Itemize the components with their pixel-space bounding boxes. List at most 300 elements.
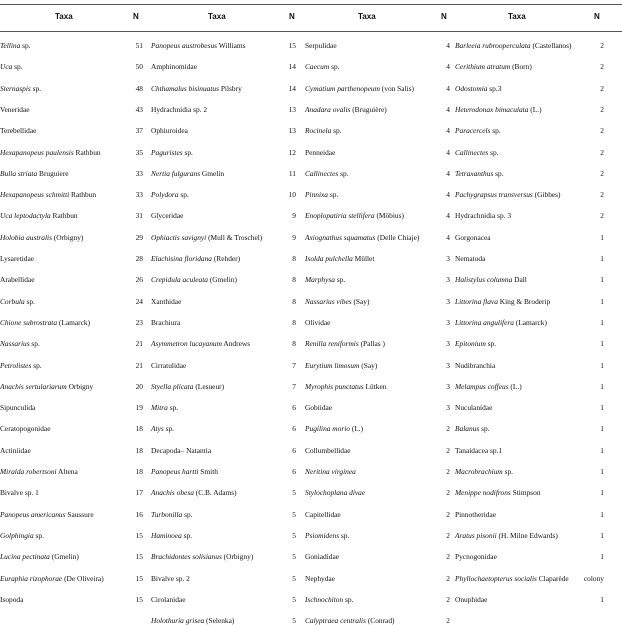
taxon-name-text: sp.	[502, 467, 514, 476]
taxa-cell	[0, 62, 23, 71]
count-cell: 12	[288, 147, 296, 157]
taxa-cell	[455, 84, 501, 93]
taxa-cell	[151, 254, 240, 263]
taxa-cell	[305, 510, 341, 519]
header-taxa-4: Taxa	[508, 12, 526, 21]
count-cell: 28	[135, 254, 143, 263]
taxa-cell	[305, 467, 356, 476]
taxon-name-italic: Nassarius	[0, 339, 30, 349]
count-cell: 3	[446, 339, 450, 349]
taxa-cell	[305, 297, 369, 306]
count-cell: 5	[292, 616, 296, 625]
taxon-name-italic: Panopeus hartti	[151, 467, 199, 476]
count-cell: 3	[446, 296, 450, 306]
taxon-name-italic: Paguristes	[151, 147, 183, 157]
taxa-cell	[305, 403, 332, 412]
taxon-name-italic: Enoplopatiria stellifera	[305, 211, 375, 221]
taxon-name-text: Bruguiere	[37, 168, 69, 178]
taxon-name-italic: Heterodonax bimaculata	[455, 104, 529, 114]
taxon-name-text: Tanaidacea sp.1	[455, 445, 503, 455]
taxon-name-italic: Cerithium atratum	[455, 62, 511, 72]
taxa-cell	[0, 595, 23, 604]
count-cell: 2	[446, 530, 450, 540]
taxa-cell	[455, 148, 499, 157]
taxa-cell	[455, 41, 571, 50]
count-cell: 7	[292, 360, 296, 370]
count-cell: 1	[600, 254, 604, 263]
taxon-name-text: Hydrachnidia sp. 3	[455, 211, 512, 221]
taxon-name-italic: Psiomidens	[305, 530, 340, 540]
taxon-name-text: sp.	[343, 594, 354, 604]
taxon-name-text: sp.3	[487, 83, 502, 93]
taxa-cell	[305, 62, 340, 71]
taxa-cell	[151, 574, 190, 583]
taxon-name-text: sp.	[488, 147, 499, 157]
taxon-name-text: (Lesueur)	[193, 381, 225, 391]
taxon-name-italic: Eurytium limosum	[305, 360, 360, 370]
taxon-name-italic: Chthamalus bisinuatus	[151, 83, 219, 93]
taxa-cell	[455, 297, 550, 306]
taxon-name-italic: Panopeus austrobesus	[151, 41, 218, 50]
taxon-name-italic: Littorina flava	[455, 296, 498, 306]
taxon-name-text: sp.	[24, 296, 35, 306]
count-cell: 37	[135, 126, 143, 136]
taxa-cell	[151, 233, 262, 242]
taxon-name-italic: Cymatium parthenopeum	[305, 83, 380, 93]
taxa-cell	[151, 169, 224, 178]
taxon-name-text: Pilsbry	[218, 83, 242, 93]
taxa-cell	[455, 339, 496, 348]
header-n-2: N	[289, 12, 295, 21]
taxon-name-italic: Pugilina morio	[305, 424, 350, 434]
taxon-name-text: Dall	[512, 275, 527, 285]
taxon-name-text: Terebellidae	[0, 126, 37, 136]
table-top-rule	[0, 4, 622, 5]
count-cell: 6	[292, 445, 296, 455]
count-cell: 1	[600, 509, 604, 519]
taxon-name-italic: Uca leptodactyla	[0, 211, 51, 221]
taxon-name-text: sp.	[182, 147, 193, 157]
taxon-name-text: Nudibranchia	[455, 360, 496, 370]
taxa-cell	[0, 297, 35, 306]
taxon-name-italic: Miralda robertsoni	[0, 467, 57, 476]
taxa-cell	[0, 446, 31, 455]
taxon-name-text: King & Broderip	[497, 296, 551, 306]
taxa-cell	[305, 382, 386, 391]
taxa-cell	[455, 169, 504, 178]
taxon-name-text: sp.	[12, 62, 23, 72]
taxon-name-italic: Littorina angulifera	[455, 317, 514, 327]
count-cell: 1	[600, 424, 604, 434]
taxa-cell	[0, 254, 34, 263]
taxon-name-italic: Atys	[151, 424, 164, 434]
taxa-cell	[305, 190, 338, 199]
taxon-name-italic: Turbonilla	[151, 509, 183, 519]
count-cell: 6	[292, 467, 296, 476]
count-cell: 1	[600, 467, 604, 476]
taxon-name-text: Collumbellidae	[305, 445, 351, 455]
taxon-name-text: (Lamarck)	[513, 317, 547, 327]
taxa-cell	[0, 574, 104, 583]
count-cell: 2	[600, 168, 604, 178]
count-cell: 2	[446, 616, 450, 625]
count-cell: 21	[135, 339, 143, 349]
taxa-cell	[151, 595, 185, 604]
taxa-cell	[455, 424, 490, 433]
taxon-name-text: sp.	[182, 509, 193, 519]
taxon-name-italic: Callinectes	[305, 168, 339, 178]
count-cell: 9	[292, 211, 296, 221]
taxa-cell	[0, 552, 79, 561]
count-cell: colony	[583, 573, 604, 583]
taxa-cell	[305, 126, 342, 135]
count-cell: 3	[446, 254, 450, 263]
taxa-cell	[305, 318, 330, 327]
count-cell: 23	[135, 317, 143, 327]
taxa-cell	[0, 488, 39, 497]
taxon-name-text: Pycnogonidae	[455, 552, 497, 562]
taxon-name-text: sp.	[30, 83, 42, 93]
taxon-name-text: (Delle Chiaje)	[375, 232, 420, 242]
taxon-name-italic: Barleeia rubrooperculata	[455, 41, 531, 50]
taxa-cell	[0, 211, 78, 220]
count-cell: 1	[600, 296, 604, 306]
taxa-cell	[0, 318, 90, 327]
count-cell: 26	[135, 275, 143, 285]
count-cell: 2	[600, 126, 604, 136]
taxon-name-text: Nephydae	[305, 573, 335, 583]
header-n-4: N	[594, 12, 600, 21]
taxon-name-text: Decapoda– Natantia	[151, 445, 212, 455]
count-cell: 1	[600, 339, 604, 349]
taxa-cell	[0, 233, 83, 242]
count-cell: 33	[135, 190, 143, 200]
header-taxa-2: Taxa	[208, 12, 226, 21]
taxon-name-italic: Brachidontes solisianus	[151, 552, 222, 562]
taxon-name-italic: Tetraxanthus	[455, 168, 494, 178]
count-cell: 8	[292, 275, 296, 285]
taxon-name-italic: Crepidula aculeata	[151, 275, 208, 285]
count-cell: 5	[292, 552, 296, 562]
taxon-name-text: Rathbun	[50, 211, 78, 221]
taxa-cell	[151, 339, 250, 348]
count-cell: 4	[446, 190, 450, 200]
taxon-name-italic: Polydora	[151, 190, 179, 200]
taxon-name-text: (Gmelin)	[49, 552, 79, 562]
count-cell: 1	[600, 552, 604, 562]
taxa-cell	[151, 275, 237, 284]
count-cell: 2	[446, 573, 450, 583]
count-cell: 5	[292, 509, 296, 519]
taxon-name-italic: Aratus pisonii	[455, 530, 497, 540]
taxon-name-text: (Born)	[510, 62, 532, 72]
taxa-cell	[151, 510, 193, 519]
taxon-name-text: Williams	[217, 41, 246, 50]
taxon-name-italic: Ischnochiton	[305, 594, 344, 604]
taxon-name-italic: Ophiactis savignyi	[151, 232, 207, 242]
taxon-name-italic: Melampus coffeus	[455, 381, 509, 391]
taxa-cell	[151, 190, 189, 199]
taxon-name-text: Rathbun	[73, 147, 101, 157]
taxa-cell	[151, 148, 193, 157]
taxon-name-text: sp.	[178, 190, 189, 200]
taxon-name-text: Gmelin	[200, 168, 225, 178]
taxon-name-text: (Gmelin)	[208, 275, 237, 285]
count-cell: 3	[446, 403, 450, 413]
taxon-name-text: Cirratulidae	[151, 360, 187, 370]
taxa-cell	[455, 403, 492, 412]
taxon-name-text: Goniadidae	[305, 552, 340, 562]
count-cell: 7	[292, 381, 296, 391]
count-cell: 2	[600, 41, 604, 50]
count-cell: 2	[446, 445, 450, 455]
taxon-name-italic: Caecum	[305, 62, 330, 72]
taxa-cell	[151, 446, 211, 455]
taxa-cell	[151, 318, 180, 327]
taxon-name-text: (L.)	[508, 381, 522, 391]
taxon-name-text: Onuphidae	[455, 594, 488, 604]
taxa-cell	[151, 84, 242, 93]
taxon-name-text: (Say)	[359, 360, 378, 370]
taxon-name-italic: Corbula	[0, 296, 25, 306]
taxon-name-italic: Anadara ovalis	[305, 104, 351, 114]
count-cell: 2	[446, 509, 450, 519]
taxon-name-italic: Panopeus americanus	[0, 509, 66, 519]
table-header-rule	[0, 31, 622, 32]
header-n-3: N	[441, 12, 447, 21]
taxa-cell	[151, 424, 174, 433]
count-cell: 3	[446, 360, 450, 370]
count-cell: 18	[135, 467, 143, 476]
taxon-name-italic: Anachis sertulariarum	[0, 381, 67, 391]
taxa-cell	[151, 467, 218, 476]
taxon-name-text: (von Salis)	[379, 83, 415, 93]
taxon-name-text: Stimpson	[510, 488, 541, 498]
taxon-name-text: Bivalve sp. 2	[151, 573, 190, 583]
taxon-name-text: sp.	[493, 168, 504, 178]
taxa-cell	[0, 424, 51, 433]
taxon-name-text: (Orbigny)	[51, 232, 84, 242]
taxon-name-italic: Rocinela	[305, 126, 332, 136]
count-cell: 2	[446, 488, 450, 498]
taxon-name-text: Rathbun	[69, 190, 97, 200]
count-cell: 19	[135, 403, 143, 413]
taxon-name-italic: Halistylus columna	[455, 275, 513, 285]
taxa-cell	[151, 552, 253, 561]
taxa-cell	[455, 574, 569, 583]
taxon-name-text: Ceratopogonidae	[0, 424, 51, 434]
taxon-name-text: Arabellidae	[0, 275, 35, 285]
taxon-name-text: sp.	[328, 190, 339, 200]
taxa-cell	[455, 105, 542, 114]
taxon-name-italic: Phyllochaetopterus socialis	[455, 573, 537, 583]
taxa-cell	[0, 190, 96, 199]
taxon-name-italic: Callinectes	[455, 147, 489, 157]
taxa-cell	[0, 148, 101, 157]
count-cell: 4	[446, 104, 450, 114]
taxon-name-text: (Bruguière)	[350, 104, 387, 114]
count-cell: 9	[292, 232, 296, 242]
count-cell: 4	[446, 147, 450, 157]
taxon-name-text: Bivalve sp. 1	[0, 488, 39, 498]
taxa-cell	[305, 488, 365, 497]
taxon-name-italic: Myrophis punctatus	[305, 381, 364, 391]
count-cell: 51	[135, 41, 143, 50]
taxon-name-text: (Selenka)	[204, 616, 235, 625]
count-cell: 2	[600, 62, 604, 72]
taxon-name-text: (C.B. Adams)	[193, 488, 237, 498]
taxon-name-text: (Rehder)	[211, 254, 241, 263]
taxon-name-text: Lütken	[363, 381, 387, 391]
taxa-cell	[455, 595, 487, 604]
taxon-name-text: Sipunculida	[0, 403, 36, 413]
count-cell: 8	[292, 339, 296, 349]
count-cell: 33	[135, 168, 143, 178]
taxon-name-text: Amphinomidae	[151, 62, 197, 72]
taxon-name-italic: Nertia fulgurans	[151, 168, 201, 178]
count-cell: 4	[446, 62, 450, 72]
taxa-cell	[455, 446, 502, 455]
count-cell: 16	[135, 509, 143, 519]
taxon-name-text: sp.	[33, 530, 44, 540]
taxon-name-text: sp.	[31, 360, 42, 370]
count-cell: 10	[288, 190, 296, 200]
taxon-name-italic: Macrobrachium	[455, 467, 503, 476]
taxon-name-text: Gorgonacea	[455, 232, 491, 242]
header-n-1: N	[133, 12, 139, 21]
taxon-name-text: Nematoda	[455, 254, 486, 263]
taxon-name-italic: Petrolistes	[0, 360, 32, 370]
taxon-name-italic: Styella plicata	[151, 381, 194, 391]
taxa-cell	[455, 531, 558, 540]
count-cell: 4	[446, 211, 450, 221]
taxa-cell	[0, 361, 42, 370]
count-cell: 1	[600, 360, 604, 370]
taxon-name-italic: Marphysa	[305, 275, 335, 285]
taxa-cell	[0, 531, 44, 540]
taxon-name-text: Actiniidae	[0, 445, 31, 455]
taxon-name-italic: Chione subrostrata	[0, 317, 58, 327]
taxon-name-italic: Nassarius vibes	[305, 296, 352, 306]
taxa-cell	[0, 84, 41, 93]
taxon-name-italic: Bulla striata	[0, 168, 38, 178]
taxa-cell	[0, 126, 36, 135]
taxon-name-italic: Axiognathus squamatus	[305, 232, 376, 242]
taxon-name-italic: Menippe nodifrons	[455, 488, 511, 498]
taxon-name-italic: Hexapanopeus schmitti	[0, 190, 70, 200]
count-cell: 15	[135, 573, 143, 583]
taxon-name-text: sp.	[181, 530, 193, 540]
taxon-name-italic: Calyptraea centralis	[305, 616, 366, 625]
taxa-cell	[455, 126, 501, 135]
count-cell: 15	[135, 530, 143, 540]
count-cell: 5	[292, 530, 296, 540]
taxon-name-italic: Neritina virginea	[305, 467, 356, 476]
taxon-name-italic: Isolda pulchella	[305, 254, 353, 263]
taxon-name-italic: Pachygrapsus transversus	[455, 190, 533, 200]
taxa-cell	[305, 41, 337, 50]
count-cell: 13	[288, 104, 296, 114]
taxa-cell	[0, 275, 34, 284]
taxa-cell	[305, 361, 377, 370]
count-cell: 2	[446, 467, 450, 476]
taxon-name-italic: Paracercels	[455, 126, 491, 136]
taxon-name-italic: Euraphia rizophorae	[0, 573, 63, 583]
taxa-cell	[455, 62, 532, 71]
taxon-name-text: (L.)	[349, 424, 364, 434]
taxon-name-text: Capitellidae	[305, 509, 341, 519]
count-cell: 2	[600, 83, 604, 93]
taxon-name-text: (Gibbes)	[532, 190, 561, 200]
taxa-cell	[455, 318, 547, 327]
taxa-cell	[151, 403, 178, 412]
taxa-cell	[455, 190, 561, 199]
taxon-name-italic: Holothuria grisea	[151, 616, 205, 625]
count-cell: 2	[446, 594, 450, 604]
taxon-name-text: Serpulidae	[305, 41, 337, 50]
taxon-name-text: (H. Milne Edwards)	[496, 530, 558, 540]
taxa-cell	[455, 211, 511, 220]
taxon-name-text: sp.	[479, 424, 490, 434]
count-cell: 2	[600, 211, 604, 221]
taxon-name-text: sp.	[490, 126, 501, 136]
count-cell: 1	[600, 488, 604, 498]
taxon-name-italic: Asymmetron lucayanum	[151, 339, 222, 349]
count-cell: 24	[135, 296, 143, 306]
taxa-cell	[305, 616, 395, 625]
count-cell: 6	[292, 424, 296, 434]
taxa-cell	[0, 382, 93, 391]
taxon-name-text: Veneridae	[0, 104, 30, 114]
taxa-cell	[455, 233, 491, 242]
count-cell: 18	[135, 445, 143, 455]
taxon-name-italic: Tellina	[0, 41, 21, 50]
count-cell: 48	[135, 83, 143, 93]
taxa-cell	[151, 361, 186, 370]
count-cell: 5	[292, 594, 296, 604]
count-cell: 6	[292, 403, 296, 413]
count-cell: 18	[135, 424, 143, 434]
count-cell: 50	[135, 62, 143, 72]
count-cell: 5	[292, 573, 296, 583]
taxon-name-text: Penneidae	[305, 147, 336, 157]
count-cell: 15	[135, 552, 143, 562]
taxa-cell	[151, 41, 246, 50]
count-cell: 2	[446, 552, 450, 562]
taxa-cell	[455, 275, 527, 284]
taxa-cell	[305, 254, 374, 263]
count-cell: 1	[600, 275, 604, 285]
count-cell: 4	[446, 232, 450, 242]
taxon-name-text: Brachiura	[151, 317, 181, 327]
count-cell: 2	[446, 424, 450, 434]
taxon-name-text: sp.	[329, 62, 340, 72]
taxa-cell	[305, 105, 387, 114]
taxon-name-text: (Lamarck)	[57, 317, 91, 327]
taxon-name-text: Müllet	[352, 254, 375, 263]
taxon-name-italic: Haminoea	[151, 530, 182, 540]
count-cell: 4	[446, 126, 450, 136]
taxa-cell	[151, 62, 197, 71]
count-cell: 5	[292, 488, 296, 498]
taxon-name-italic: Sternaspis	[0, 83, 31, 93]
count-cell: 1	[600, 530, 604, 540]
taxon-name-text: sp.	[163, 424, 175, 434]
count-cell: 15	[135, 594, 143, 604]
taxa-cell	[305, 233, 419, 242]
taxon-name-text: (Say)	[351, 296, 370, 306]
taxa-cell	[305, 595, 353, 604]
